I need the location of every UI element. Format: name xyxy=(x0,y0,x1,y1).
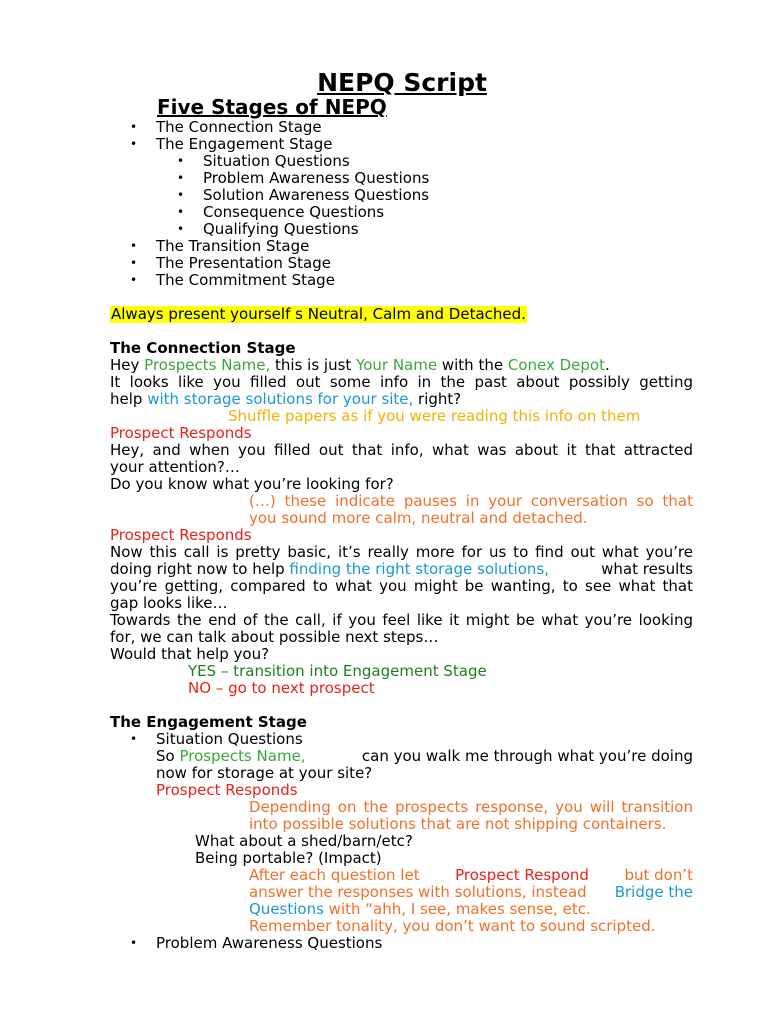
script-line: Towards the end of the call, if you feel like it might be what you’re looking xyxy=(110,611,693,629)
script-line: you’re getting, compared to what you might be wanting, to see what that xyxy=(110,577,693,595)
bullet-icon: • xyxy=(130,256,138,270)
bullet-icon: • xyxy=(177,154,185,168)
script-line: now for storage at your site? xyxy=(156,764,373,782)
connection-heading: The Connection Stage xyxy=(110,339,296,357)
bullet-icon: • xyxy=(130,936,138,950)
bullet-icon: • xyxy=(130,273,138,287)
script-line: Now this call is pretty basic, it’s really more for us to find out what you’re xyxy=(110,543,693,561)
script-line: It looks like you filled out some info in the past about possibly getting xyxy=(110,373,693,391)
script-line: help with storage solutions for your site, right? xyxy=(110,390,462,408)
script-line: Do you know what you’re looking for? xyxy=(110,475,394,493)
prospect-responds: Prospect Responds xyxy=(110,526,252,544)
script-line: What about a shed/barn/etc? xyxy=(195,832,413,850)
engagement-heading: The Engagement Stage xyxy=(110,713,307,731)
stage-direction: Questions with “ahh, I see, makes sense, etc. xyxy=(249,900,591,918)
stage-direction: Depending on the prospects response, you will transition xyxy=(249,798,693,816)
document-page: NEPQ Script Five Stages of NEPQ • The Connection Stage • The Engagement Stage • Situation Questions • Problem Awareness Questions • Solution Awareness Questions • Consequence Questions • Qualifying Questions • The Transition Stage • The Presentation Stage • The Commitment Stage Always present yourself s Neutral, Calm and Detached. The Connection Stage Hey Prospects Name, this is just Your Name with the Conex Depot. It looks like you filled out some info in the past about possibly getting help with storage solutions for your site, right? Shuffle papers as if you were reading this info on them Prospect Responds Hey, and when you filled out that info, what was about it that attracted your attention?… Do you know what you’re looking for? (…) these indicate pauses in your conversation so that you sound more calm, neutral and detached. Prospect Responds Now this call is pretty basic, it’s really more for us to find out what you’re doing right now to help finding the right storage solutions, what results you’re getting, compared to what you might be wanting, to see what that gap looks like… Towards the end of the call, if you feel like it might be what you’re looking for, we can talk about possible next steps… Would that help you? YES – transition into Engagement Stage NO – go to next prospect The Engagement Stage • Situation Questions So Prospects Name, can you walk me through what you’re doing now for storage at your site? Prospect Responds Depending on the prospects response, you will transition into possible solutions that are not shipping containers. What about a shed/barn/etc? Being portable? (Impact) After each question let Prospect Respond but don’t answer the responses with solutions, instead Bridge the Questions with “ahh, I see, makes sense, etc. Remember tonality, you don’t want to sound scripted. • Problem Awareness Questions xyxy=(0,0,768,1024)
stage-direction: Remember tonality, you don’t want to sound scripted. xyxy=(249,917,656,935)
bullet-icon: • xyxy=(130,239,138,253)
list-item: • Problem Awareness Questions xyxy=(130,934,383,952)
script-line: Being portable? (Impact) xyxy=(195,849,382,867)
section-subtitle: Five Stages of NEPQ xyxy=(157,95,387,119)
list-item: • Situation Questions xyxy=(130,730,303,748)
script-line: your attention?… xyxy=(110,458,240,476)
prospect-responds: Prospect Responds xyxy=(156,781,298,799)
bullet-icon: • xyxy=(177,171,185,185)
prospect-responds: Prospect Responds xyxy=(110,424,252,442)
highlighted-note: Always present yourself s Neutral, Calm and Detached. xyxy=(111,305,526,323)
script-line: Hey Prospects Name, this is just Your Name with the Conex Depot. xyxy=(110,356,610,374)
script-line: gap looks like… xyxy=(110,594,228,612)
bullet-icon: • xyxy=(177,222,185,236)
yes-branch: YES – transition into Engagement Stage xyxy=(188,662,487,680)
script-line: doing right now to help finding the right storage solutions, what results xyxy=(110,560,693,578)
stage-direction: Shuffle papers as if you were reading this info on them xyxy=(228,407,641,425)
stage-direction: answer the responses with solutions, instead Bridge the xyxy=(249,883,693,901)
no-branch: NO – go to next prospect xyxy=(188,679,375,697)
bullet-icon: • xyxy=(130,732,138,746)
script-line: Hey, and when you filled out that info, what was about it that attracted xyxy=(110,441,693,459)
stage-direction: into possible solutions that are not shipping containers. xyxy=(249,815,667,833)
bullet-icon: • xyxy=(177,188,185,202)
bullet-icon: • xyxy=(177,205,185,219)
stage-direction: (…) these indicate pauses in your conversation so that xyxy=(249,492,693,510)
bullet-icon: • xyxy=(130,137,138,151)
page-title: NEPQ Script xyxy=(317,68,487,97)
script-line: Would that help you? xyxy=(110,645,270,663)
stage-direction: you sound more calm, neutral and detached. xyxy=(249,509,588,527)
stage-direction: After each question let Prospect Respond but don’t xyxy=(249,866,693,884)
script-line: for, we can talk about possible next steps… xyxy=(110,628,439,646)
bullet-icon: • xyxy=(130,120,138,134)
script-line: So Prospects Name, can you walk me through what you’re doing xyxy=(156,747,693,765)
